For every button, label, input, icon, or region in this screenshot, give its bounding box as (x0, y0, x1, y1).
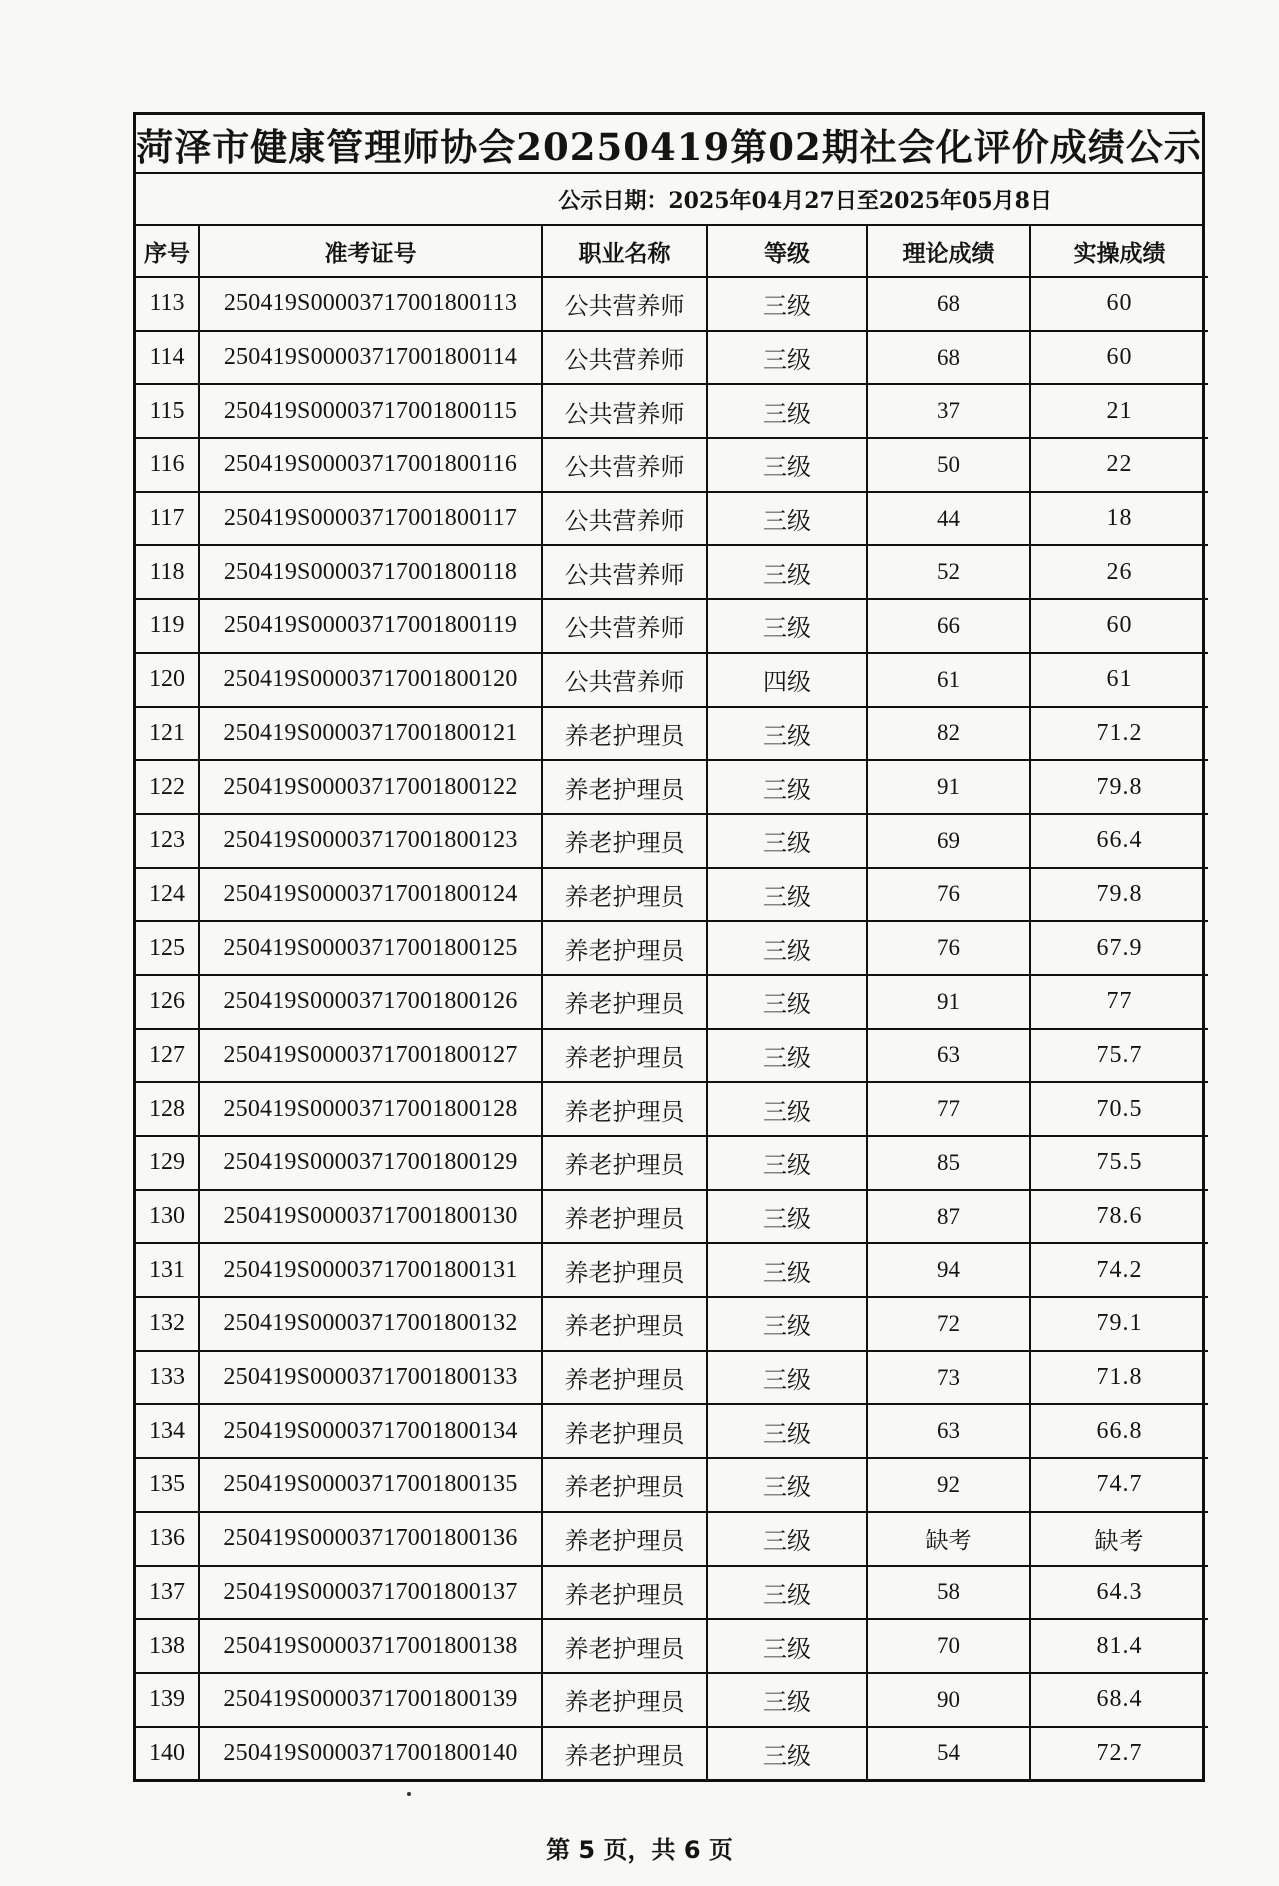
occupation-cell: 公共营养师 (542, 438, 707, 492)
level-cell: 三级 (707, 1190, 867, 1244)
ticket-number-cell: 250419S00003717001800122 (199, 760, 542, 814)
table-row (136, 1297, 1208, 1351)
practical-score-cell: 71.2 (1030, 707, 1208, 761)
table-row (136, 1404, 1208, 1458)
table-row (136, 1082, 1208, 1136)
table-row (136, 277, 1208, 331)
ticket-number-cell: 250419S00003717001800132 (199, 1297, 542, 1351)
header-serial: 序号 (136, 226, 199, 277)
serial-cell: 125 (136, 921, 199, 975)
occupation-cell: 公共营养师 (542, 277, 707, 331)
level-cell: 三级 (707, 1351, 867, 1405)
ticket-number-cell: 250419S00003717001800129 (199, 1136, 542, 1190)
practical-score-cell: 72.7 (1030, 1727, 1208, 1780)
practical-score-cell: 22 (1030, 438, 1208, 492)
ticket-number-cell: 250419S00003717001800116 (199, 438, 542, 492)
ticket-number-cell: 250419S00003717001800118 (199, 545, 542, 599)
level-cell: 三级 (707, 1619, 867, 1673)
theory-score-cell: 66 (867, 599, 1030, 653)
level-cell: 三级 (707, 545, 867, 599)
occupation-cell: 养老护理员 (542, 1190, 707, 1244)
serial-cell: 129 (136, 1136, 199, 1190)
theory-score-cell: 91 (867, 975, 1030, 1029)
table-row (136, 921, 1208, 975)
ticket-number-cell: 250419S00003717001800125 (199, 921, 542, 975)
header-practical-score: 实操成绩 (1030, 226, 1208, 277)
level-cell: 三级 (707, 1458, 867, 1512)
table-row (136, 331, 1208, 385)
practical-score-cell: 18 (1030, 492, 1208, 546)
occupation-cell: 养老护理员 (542, 1351, 707, 1405)
practical-score-cell: 66.8 (1030, 1404, 1208, 1458)
theory-score-cell: 69 (867, 814, 1030, 868)
level-cell: 三级 (707, 384, 867, 438)
table-row (136, 760, 1208, 814)
serial-cell: 133 (136, 1351, 199, 1405)
level-cell: 三级 (707, 1566, 867, 1620)
ticket-number-cell: 250419S00003717001800128 (199, 1082, 542, 1136)
serial-cell: 118 (136, 545, 199, 599)
table-row (136, 1351, 1208, 1405)
level-cell: 三级 (707, 921, 867, 975)
table-row (136, 1673, 1208, 1727)
theory-score-cell: 87 (867, 1190, 1030, 1244)
table-row (136, 707, 1208, 761)
practical-score-cell: 78.6 (1030, 1190, 1208, 1244)
table-row (136, 492, 1208, 546)
practical-score-cell: 77 (1030, 975, 1208, 1029)
table-row (136, 1458, 1208, 1512)
practical-score-cell: 60 (1030, 277, 1208, 331)
ticket-number-cell: 250419S00003717001800136 (199, 1512, 542, 1566)
serial-cell: 134 (136, 1404, 199, 1458)
theory-score-cell: 90 (867, 1673, 1030, 1727)
theory-score-cell: 91 (867, 760, 1030, 814)
level-cell: 三级 (707, 1727, 867, 1780)
theory-score-cell: 63 (867, 1404, 1030, 1458)
practical-score-cell: 66.4 (1030, 814, 1208, 868)
occupation-cell: 养老护理员 (542, 1029, 707, 1083)
table-row (136, 599, 1208, 653)
header-ticket-number: 准考证号 (199, 226, 542, 277)
level-cell: 三级 (707, 975, 867, 1029)
ticket-number-cell: 250419S00003717001800134 (199, 1404, 542, 1458)
table-header-row (136, 226, 1208, 277)
occupation-cell: 养老护理员 (542, 1404, 707, 1458)
serial-cell: 122 (136, 760, 199, 814)
ticket-number-cell: 250419S00003717001800114 (199, 331, 542, 385)
header-level: 等级 (707, 226, 867, 277)
serial-cell: 114 (136, 331, 199, 385)
ticket-number-cell: 250419S00003717001800135 (199, 1458, 542, 1512)
serial-cell: 115 (136, 384, 199, 438)
score-table (136, 226, 1208, 1779)
serial-cell: 123 (136, 814, 199, 868)
ticket-number-cell: 250419S00003717001800123 (199, 814, 542, 868)
level-cell: 三级 (707, 1512, 867, 1566)
serial-cell: 128 (136, 1082, 199, 1136)
level-cell: 三级 (707, 1297, 867, 1351)
table-row (136, 653, 1208, 707)
level-cell: 三级 (707, 868, 867, 922)
ticket-number-cell: 250419S00003717001800124 (199, 868, 542, 922)
theory-score-cell: 77 (867, 1082, 1030, 1136)
serial-cell: 124 (136, 868, 199, 922)
ticket-number-cell: 250419S00003717001800130 (199, 1190, 542, 1244)
serial-cell: 116 (136, 438, 199, 492)
table-row (136, 1136, 1208, 1190)
practical-score-cell: 64.3 (1030, 1566, 1208, 1620)
practical-score-cell: 79.1 (1030, 1297, 1208, 1351)
table-row (136, 1566, 1208, 1620)
serial-cell: 127 (136, 1029, 199, 1083)
occupation-cell: 养老护理员 (542, 1673, 707, 1727)
practical-score-cell: 缺考 (1030, 1512, 1208, 1566)
table-row (136, 1029, 1208, 1083)
level-cell: 三级 (707, 1136, 867, 1190)
occupation-cell: 公共营养师 (542, 492, 707, 546)
table-body (136, 277, 1208, 1779)
theory-score-cell: 61 (867, 653, 1030, 707)
level-cell: 四级 (707, 653, 867, 707)
table-row (136, 438, 1208, 492)
practical-score-cell: 67.9 (1030, 921, 1208, 975)
theory-score-cell: 44 (867, 492, 1030, 546)
scan-speck (407, 1792, 411, 1796)
header-theory-score: 理论成绩 (867, 226, 1030, 277)
ticket-number-cell: 250419S00003717001800115 (199, 384, 542, 438)
table-row (136, 1190, 1208, 1244)
practical-score-cell: 79.8 (1030, 760, 1208, 814)
level-cell: 三级 (707, 760, 867, 814)
ticket-number-cell: 250419S00003717001800133 (199, 1351, 542, 1405)
occupation-cell: 养老护理员 (542, 1727, 707, 1780)
level-cell: 三级 (707, 492, 867, 546)
practical-score-cell: 26 (1030, 545, 1208, 599)
theory-score-cell: 68 (867, 277, 1030, 331)
occupation-cell: 公共营养师 (542, 599, 707, 653)
level-cell: 三级 (707, 331, 867, 385)
serial-cell: 117 (136, 492, 199, 546)
serial-cell: 132 (136, 1297, 199, 1351)
ticket-number-cell: 250419S00003717001800127 (199, 1029, 542, 1083)
table-row (136, 1243, 1208, 1297)
occupation-cell: 养老护理员 (542, 1458, 707, 1512)
ticket-number-cell: 250419S00003717001800140 (199, 1727, 542, 1780)
level-cell: 三级 (707, 1082, 867, 1136)
level-cell: 三级 (707, 1243, 867, 1297)
occupation-cell: 养老护理员 (542, 1243, 707, 1297)
serial-cell: 126 (136, 975, 199, 1029)
level-cell: 三级 (707, 1029, 867, 1083)
occupation-cell: 公共营养师 (542, 545, 707, 599)
practical-score-cell: 81.4 (1030, 1619, 1208, 1673)
practical-score-cell: 70.5 (1030, 1082, 1208, 1136)
table-row (136, 868, 1208, 922)
occupation-cell: 养老护理员 (542, 760, 707, 814)
occupation-cell: 养老护理员 (542, 975, 707, 1029)
theory-score-cell: 92 (867, 1458, 1030, 1512)
practical-score-cell: 21 (1030, 384, 1208, 438)
serial-cell: 136 (136, 1512, 199, 1566)
table-row (136, 1619, 1208, 1673)
level-cell: 三级 (707, 707, 867, 761)
occupation-cell: 养老护理员 (542, 868, 707, 922)
publication-date: 公示日期：2025年04月27日至2025年05月8日 (136, 174, 1202, 226)
practical-score-cell: 75.5 (1030, 1136, 1208, 1190)
ticket-number-cell: 250419S00003717001800113 (199, 277, 542, 331)
ticket-number-cell: 250419S00003717001800138 (199, 1619, 542, 1673)
level-cell: 三级 (707, 599, 867, 653)
ticket-number-cell: 250419S00003717001800120 (199, 653, 542, 707)
serial-cell: 135 (136, 1458, 199, 1512)
theory-score-cell: 73 (867, 1351, 1030, 1405)
theory-score-cell: 52 (867, 545, 1030, 599)
practical-score-cell: 68.4 (1030, 1673, 1208, 1727)
table-row (136, 1727, 1208, 1780)
level-cell: 三级 (707, 1673, 867, 1727)
serial-cell: 113 (136, 277, 199, 331)
serial-cell: 119 (136, 599, 199, 653)
level-cell: 三级 (707, 277, 867, 331)
serial-cell: 121 (136, 707, 199, 761)
serial-cell: 130 (136, 1190, 199, 1244)
practical-score-cell: 61 (1030, 653, 1208, 707)
table-row (136, 1512, 1208, 1566)
serial-cell: 139 (136, 1673, 199, 1727)
ticket-number-cell: 250419S00003717001800139 (199, 1673, 542, 1727)
serial-cell: 138 (136, 1619, 199, 1673)
ticket-number-cell: 250419S00003717001800137 (199, 1566, 542, 1620)
practical-score-cell: 60 (1030, 599, 1208, 653)
occupation-cell: 养老护理员 (542, 707, 707, 761)
theory-score-cell: 63 (867, 1029, 1030, 1083)
theory-score-cell: 70 (867, 1619, 1030, 1673)
ticket-number-cell: 250419S00003717001800126 (199, 975, 542, 1029)
theory-score-cell: 72 (867, 1297, 1030, 1351)
serial-cell: 137 (136, 1566, 199, 1620)
ticket-number-cell: 250419S00003717001800121 (199, 707, 542, 761)
occupation-cell: 养老护理员 (542, 1619, 707, 1673)
table-row (136, 975, 1208, 1029)
serial-cell: 120 (136, 653, 199, 707)
occupation-cell: 养老护理员 (542, 1512, 707, 1566)
occupation-cell: 养老护理员 (542, 1082, 707, 1136)
score-sheet (133, 112, 1205, 1782)
occupation-cell: 养老护理员 (542, 921, 707, 975)
page-footer: 第 5 页，共 6 页 (546, 1836, 733, 1864)
practical-score-cell: 60 (1030, 331, 1208, 385)
serial-cell: 131 (136, 1243, 199, 1297)
theory-score-cell: 58 (867, 1566, 1030, 1620)
ticket-number-cell: 250419S00003717001800131 (199, 1243, 542, 1297)
header-occupation: 职业名称 (542, 226, 707, 277)
serial-cell: 140 (136, 1727, 199, 1780)
theory-score-cell: 缺考 (867, 1512, 1030, 1566)
theory-score-cell: 76 (867, 921, 1030, 975)
occupation-cell: 养老护理员 (542, 1136, 707, 1190)
occupation-cell: 养老护理员 (542, 1297, 707, 1351)
theory-score-cell: 94 (867, 1243, 1030, 1297)
ticket-number-cell: 250419S00003717001800117 (199, 492, 542, 546)
occupation-cell: 公共营养师 (542, 653, 707, 707)
occupation-cell: 养老护理员 (542, 1566, 707, 1620)
theory-score-cell: 54 (867, 1727, 1030, 1780)
ticket-number-cell: 250419S00003717001800119 (199, 599, 542, 653)
table-row (136, 384, 1208, 438)
practical-score-cell: 74.7 (1030, 1458, 1208, 1512)
level-cell: 三级 (707, 1404, 867, 1458)
practical-score-cell: 79.8 (1030, 868, 1208, 922)
level-cell: 三级 (707, 438, 867, 492)
occupation-cell: 公共营养师 (542, 384, 707, 438)
theory-score-cell: 85 (867, 1136, 1030, 1190)
table-row (136, 545, 1208, 599)
theory-score-cell: 37 (867, 384, 1030, 438)
theory-score-cell: 76 (867, 868, 1030, 922)
occupation-cell: 公共营养师 (542, 331, 707, 385)
level-cell: 三级 (707, 814, 867, 868)
practical-score-cell: 74.2 (1030, 1243, 1208, 1297)
table-row (136, 814, 1208, 868)
practical-score-cell: 71.8 (1030, 1351, 1208, 1405)
theory-score-cell: 82 (867, 707, 1030, 761)
practical-score-cell: 75.7 (1030, 1029, 1208, 1083)
theory-score-cell: 50 (867, 438, 1030, 492)
occupation-cell: 养老护理员 (542, 814, 707, 868)
theory-score-cell: 68 (867, 331, 1030, 385)
document-title: 菏泽市健康管理师协会20250419第02期社会化评价成绩公示 (136, 115, 1202, 174)
